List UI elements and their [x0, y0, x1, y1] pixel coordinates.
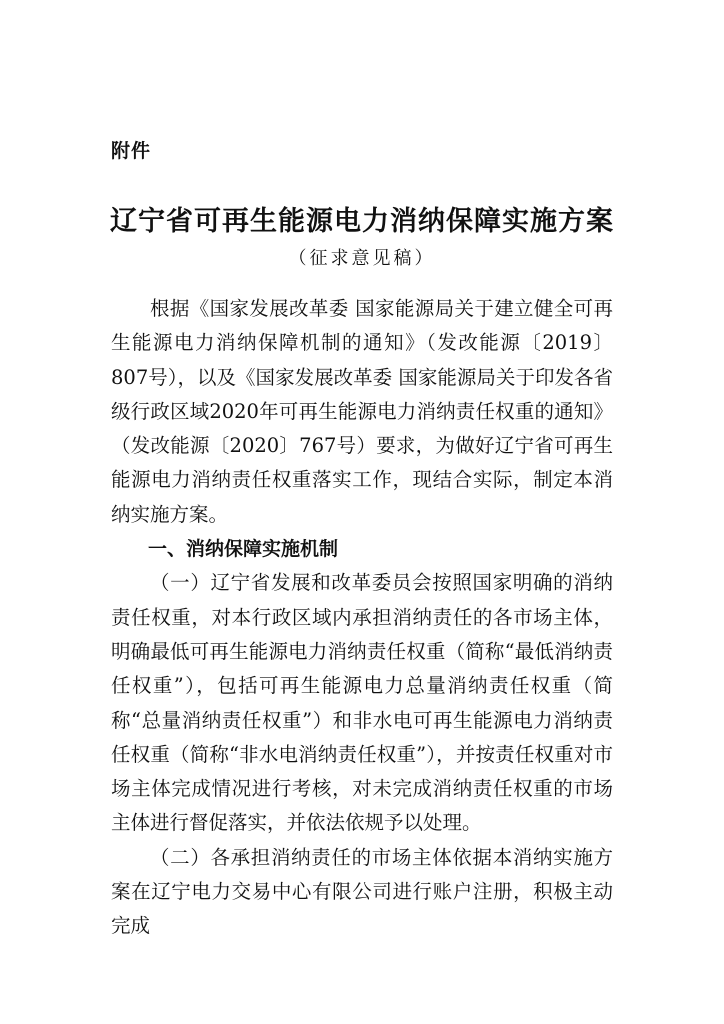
item-1-paragraph: （一）辽宁省发展和改革委员会按照国家明确的消纳责任权重，对本行政区域内承担消纳责任的各市场主体，明确最低可再生能源电力消纳责任权重（简称“最低消纳责任权重”），包括可再生能源电力总量消纳责任权重（简称“总量消纳责任权重”）和非水电可再生能源电力消纳责任权重（简称“非水电消纳责任权重”），并按责任权重对市场主体完成情况进行考核，对未完成消纳责任权重的市场主体进行督促落实，并依法依规予以处理。	[111, 571, 613, 835]
document-subtitle: （征求意见稿）	[288, 248, 436, 269]
document-body	[111, 292, 613, 944]
intro-paragraph: 根据《国家发展改革委 国家能源局关于建立健全可再生能源电力消纳保障机制的通知》（发改能源〔2019〕807号），以及《国家发展改革委 国家能源局关于印发各省级行政区域2020年可再生能源电力消纳责任权重的通知》（发改能源〔2020〕767号）要求，为做好辽宁省可再生能源电力消纳责任权重落实工作，现结合实际，制定本消纳实施方案。	[111, 297, 613, 526]
section-heading: 一、消纳保障实施机制	[148, 538, 339, 561]
item-2-paragraph: （二）各承担消纳责任的市场主体依据本消纳实施方案在辽宁电力交易中心有限公司进行账户注册，积极主动完成	[111, 845, 613, 938]
attachment-label: 附件	[111, 140, 152, 162]
document-title: 辽宁省可再生能源电力消纳保障实施方案	[110, 206, 614, 237]
